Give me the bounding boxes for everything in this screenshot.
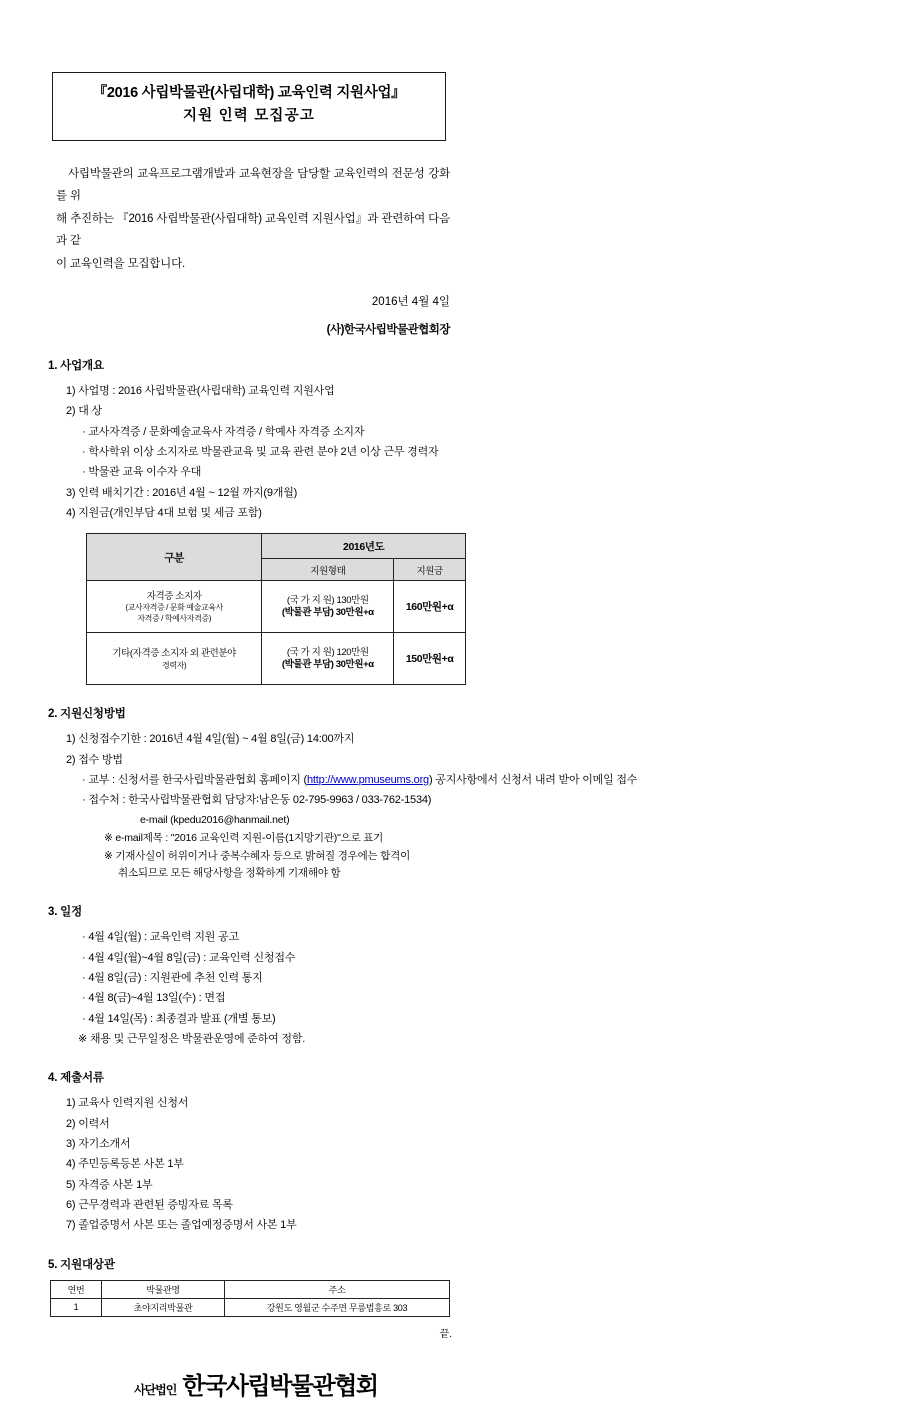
document-item: 7) 졸업증명서 사본 또는 졸업예정증명서 사본 1부 [66, 1219, 297, 1232]
fee-header-support-amount: 지원금 [394, 559, 466, 581]
section-5-heading: 5. 지원대상관 [48, 1258, 115, 1271]
fee-table-header-row [87, 534, 466, 559]
document-item: 3) 자기소개서 [66, 1138, 131, 1150]
section-2-note-3: 취소되므로 모든 해당사항을 정확하게 기재해야 함 [118, 867, 341, 880]
section-2-email-line: e-mail (kpedu2016@hanmail.net) [140, 813, 290, 826]
section-4-heading: 4. 제출서류 [48, 1072, 104, 1085]
fee-row-2-form [262, 633, 394, 685]
fee-row-2-category [87, 633, 262, 685]
fee-header-support-form: 지원형태 [262, 559, 394, 581]
schedule-item: · 4월 8일(금) : 지원관에 추천 인력 통지 [82, 971, 263, 984]
schedule-item: · 4월 4일(월)~4월 8일(금) : 교육인력 신청접수 [82, 951, 296, 964]
fee-header-gubun: 구분 [87, 534, 262, 581]
section-3-note: ※ 채용 및 근무일정은 박물관운영에 준하여 정함. [78, 1032, 306, 1045]
section-1-item-4: 4) 지원금(개인부담 4대 보험 및 세금 포함) [66, 507, 262, 520]
section-2-note-2: ※ 기재사실이 허위이거나 중복수혜자 등으로 밝혀질 경우에는 합격이 [104, 849, 411, 862]
target-header-address: 주소 [225, 1280, 450, 1298]
section-2-heading: 2. 지원신청방법 [48, 708, 126, 721]
document-item: 1) 교육사 인력지원 신청서 [66, 1097, 189, 1110]
fee-row-1-category-sub2: 자격증 / 학예사자격증) [137, 613, 211, 623]
footer-logo-main: 한국사립박물관협회 [182, 1372, 378, 1400]
section-3-heading: 3. 일정 [48, 906, 83, 919]
section-1-item-3: 3) 인력 배치기간 : 2016년 4월 ~ 12월 까지(9개월) [66, 486, 298, 499]
fee-table-row [87, 581, 466, 633]
fee-row-2-amount: 150만원+α [394, 633, 466, 685]
target-header-museum: 박물관명 [102, 1280, 225, 1298]
section-1-target-bullet-2: · 학사학위 이상 소지자로 박물관교육 및 교육 관련 분야 2년 이상 근무 경력자 [82, 446, 439, 459]
footer-logo-sub: 사단법인 [134, 1382, 177, 1397]
section-2-issue-line [82, 770, 848, 790]
section-2-item-1: 1) 신청접수기한 : 2016년 4월 4일(월) ~ 4월 8일(금) 14:00까지 [66, 733, 355, 746]
section-1-item-1: 1) 사업명 : 2016 사립박물관(사립대학) 교육인력 지원사업 [66, 385, 335, 398]
end-mark: 끝. [439, 1328, 452, 1340]
target-museum-table [50, 1280, 450, 1317]
schedule-item: · 4월 4일(월) : 교육인력 지원 공고 [82, 931, 239, 944]
target-table-wrapper [50, 1280, 848, 1317]
intro-line-1: 사립박물관의 교육프로그램개발과 교육현장을 담당할 교육인력의 전문성 강화를 위 [56, 167, 450, 203]
section-overview [48, 357, 848, 685]
fee-table-row [87, 633, 466, 685]
section-2-issue-suffix: ) 공지사항에서 신청서 내려 받아 이메일 접수 [428, 774, 638, 787]
document-title-line1: 『2016 사립박물관(사립대학) 교육인력 지원사업』 [92, 85, 406, 101]
footer-logo [134, 1366, 848, 1401]
intro-paragraph [56, 163, 450, 275]
fee-row-2-category-sub2: 경력자) [162, 660, 187, 670]
fee-row-1-category-sub1: (교사자격증 / 문화 예술교육사 [125, 603, 223, 613]
fee-row-1-category-main: 자격증 소지자 [146, 590, 202, 602]
fee-table-wrapper [86, 533, 848, 685]
section-2-item-2: 2) 접수 방법 [66, 753, 123, 766]
document-date: 2016년 4월 4일 [371, 296, 450, 309]
schedule-item: · 4월 14일(목) : 최종결과 발표 (개별 통보) [82, 1012, 276, 1025]
fee-header-year: 2016년도 [262, 534, 466, 559]
homepage-link[interactable]: http://www.pmuseums.org [307, 774, 429, 787]
fee-row-2-category-main: 기타(자격증 소지자 외 관련분야 [112, 647, 236, 659]
section-schedule [48, 903, 848, 1049]
section-1-item-2: 2) 대 상 [66, 405, 102, 418]
table-row [51, 1298, 450, 1316]
section-target-museums [48, 1256, 848, 1340]
document-item: 5) 자격증 사본 1부 [66, 1178, 153, 1191]
section-1-heading: 1. 사업개요 [48, 360, 104, 373]
intro-line-3: 이 교육인력을 모집합니다. [56, 257, 185, 270]
issuing-organization: (사)한국사립박물관협회장 [326, 324, 450, 337]
section-application-method [48, 705, 848, 883]
section-1-target-bullet-3: · 박물관 교육 이수자 우대 [82, 466, 202, 479]
fee-row-2-form-line2: (박물관 부담) 30만원+α [281, 658, 374, 670]
target-row-1-address: 강원도 영월군 수주면 무릉법흥로 303 [225, 1298, 450, 1316]
target-row-1-museum: 초야지리박물관 [102, 1298, 225, 1316]
fee-row-1-form-line1: (국 가 지 원) 130만원 [286, 594, 369, 606]
fee-row-1-form [262, 581, 394, 633]
fee-row-1-category [87, 581, 262, 633]
fee-row-2-form-line1: (국 가 지 원) 120만원 [286, 646, 369, 658]
table-header-row [51, 1280, 450, 1298]
fee-row-1-amount: 160만원+α [394, 581, 466, 633]
document-title-line2: 지원 인력 모집공고 [182, 107, 316, 124]
fee-row-1-form-line2: (박물관 부담) 30만원+α [281, 606, 374, 618]
section-2-receipt-line: · 접수처 : 한국사립박물관협회 담당자∶남은동 02-795-9963 / 033-762-1534) [82, 794, 432, 807]
section-1-target-bullet-1: · 교사자격증 / 문화예술교육사 자격증 / 학예사 자격증 소지자 [82, 425, 365, 438]
document-body [48, 72, 848, 1401]
document-item: 2) 이력서 [66, 1117, 110, 1130]
document-item: 6) 근무경력과 관련된 증빙자료 목록 [66, 1199, 233, 1212]
schedule-item: · 4월 8(금)~4월 13일(수) : 면접 [82, 992, 226, 1005]
section-2-note-1: ※ e-mail제목 : "2016 교육인력 지원-이름(1지망기관)"으로 표기 [104, 831, 384, 844]
fee-table [86, 533, 466, 685]
section-documents [48, 1069, 848, 1235]
intro-line-2: 해 추진하는 『2016 사립박물관(사립대학) 교육인력 지원사업』과 관련하여 다음과 같 [56, 212, 450, 248]
section-2-issue-prefix: · 교부 : 신청서를 한국사립박물관협회 홈페이지 ( [82, 774, 308, 787]
title-box [52, 72, 446, 141]
document-item: 4) 주민등록등본 사본 1부 [66, 1158, 184, 1171]
target-header-no: 연번 [51, 1280, 102, 1298]
target-row-1-no: 1 [51, 1298, 102, 1316]
